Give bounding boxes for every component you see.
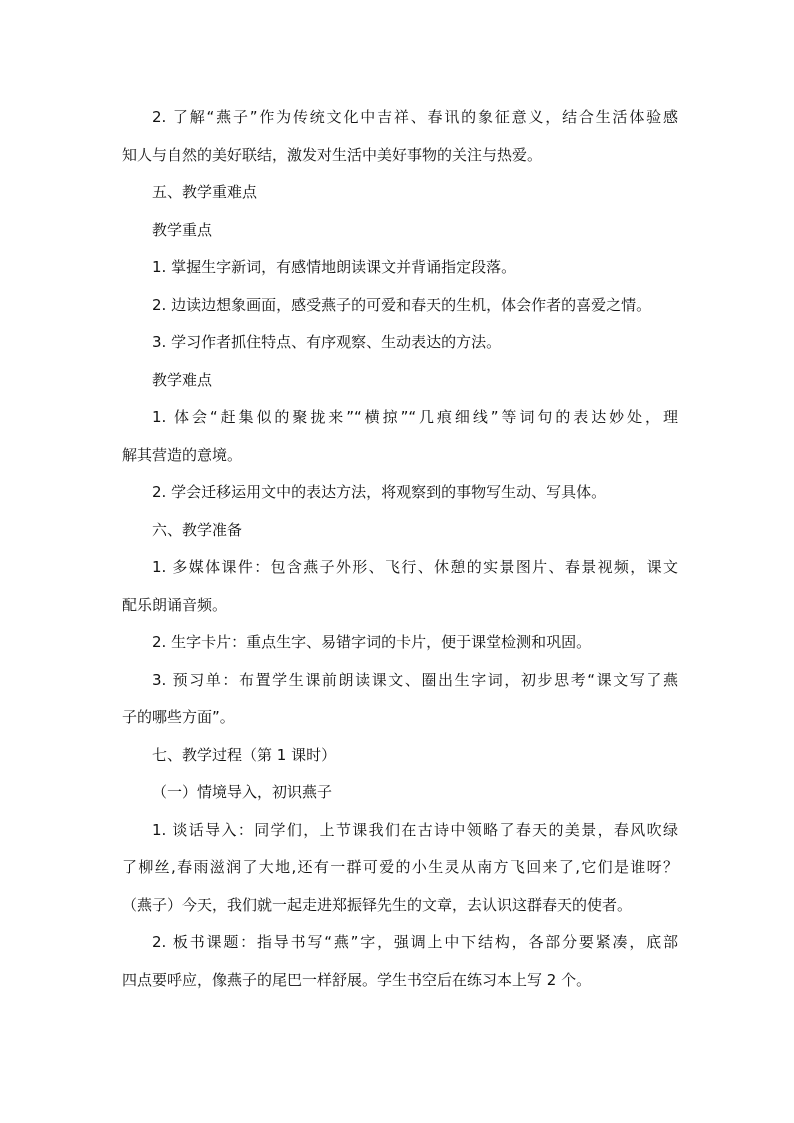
- difficulty-1-line-2: 解其营造的意境。: [122, 445, 243, 464]
- document-page: [122, 107, 678, 990]
- process-1-line-2: 了柳丝,春雨滋润了大地,还有一群可爱的小生灵从南方飞回来了,它们是谁呀？: [122, 858, 678, 876]
- goal-2-line-2: 知人与自然的美好联结，激发对生活中美好事物的关注与热爱。: [122, 145, 543, 164]
- process-1-line-1: 1. 谈话导入：同学们，上节课我们在古诗中领略了春天的美景，春风吹绿: [152, 820, 678, 839]
- subsection-1-heading: （一）情境导入，初识燕子: [152, 783, 333, 801]
- goal-2-line-1: 2. 了解“燕子”作为传统文化中吉祥、春讯的象征意义，结合生活体验感: [152, 108, 678, 126]
- prep-1-line-1: 1. 多媒体课件：包含燕子外形、飞行、休憩的实景图片、春景视频，课文: [152, 558, 678, 576]
- key-points-heading: 教学重点: [152, 220, 213, 239]
- section-7-heading: 七、教学过程（第 1 课时）: [152, 745, 337, 764]
- key-point-2: 2. 边读边想象画面，感受燕子的可爱和春天的生机，体会作者的喜爱之情。: [152, 295, 652, 314]
- difficulty-2: 2. 学会迁移运用文中的表达方法，将观察到的事物写生动、写具体。: [152, 483, 607, 501]
- difficulties-heading: 教学难点: [152, 370, 213, 389]
- prep-3-line-2: 子的哪些方面”。: [122, 708, 235, 726]
- difficulty-1-line-1: 1. 体会“赶集似的聚拢来”“横掠”“几痕细线”等词句的表达妙处，理: [152, 408, 678, 426]
- section-5-heading: 五、教学重难点: [152, 183, 258, 201]
- prep-1-line-2: 配乐朗诵音频。: [122, 595, 228, 614]
- prep-2: 2. 生字卡片：重点生字、易错字词的卡片，便于课堂检测和巩固。: [152, 633, 592, 651]
- process-1-line-3: （燕子）今天，我们就一起走进郑振铎先生的文章，去认识这群春天的使者。: [122, 895, 633, 914]
- process-2-line-2: 四点要呼应，像燕子的尾巴一样舒展。学生书空后在练习本上写 2 个。: [122, 970, 592, 989]
- section-6-heading: 六、教学准备: [152, 520, 243, 539]
- key-point-1: 1. 掌握生字新词，有感情地朗读课文并背诵指定段落。: [152, 258, 517, 276]
- key-point-3: 3. 学习作者抓住特点、有序观察、生动表达的方法。: [152, 333, 502, 351]
- prep-3-line-1: 3. 预习单：布置学生课前朗读课文、圈出生字词，初步思考“课文写了燕: [152, 670, 678, 689]
- process-2-line-1: 2. 板书课题：指导书写“燕”字，强调上中下结构，各部分要紧凑，底部: [152, 933, 678, 951]
